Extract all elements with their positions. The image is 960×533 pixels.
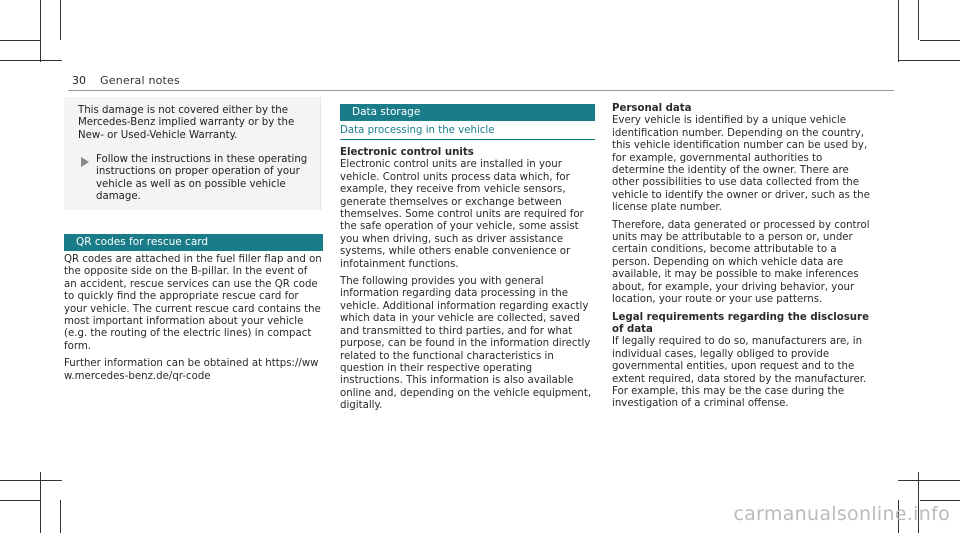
page-header-title: General notes [100,74,180,87]
note-text: This damage is not covered either by the Mercedes-Benz implied warranty or by the New- or Used-Vehicle Warranty. [78,105,295,141]
data-storage-paragraph-2: The following provides you with general information regarding data processing in the vehicle. Additional information regarding exactly which data in your vehicle are collected, saved and transmitted to third parties, and for what purpose, can be found in the information directly related to the functional characteristics in question in their respective operating instructions. This information is also available online and, depending on the vehicle equipment, digitally. [340,276,592,412]
qr-paragraph-2: Further information can be obtained at https://www.mercedes-benz.de/qr-code [64,358,319,382]
subheading-divider [340,139,595,140]
data-storage-heading [340,104,595,121]
qr-section-heading [64,234,323,251]
data-storage-body [340,147,597,418]
note-box [64,97,321,210]
note-bullet-text: Follow the instructions in these operating instructions on proper operation of your vehicle as well as on possible vehicle damage. [96,154,308,203]
personal-data-paragraph-1: Every vehicle is identified by a unique vehicle identification number. Depending on the country, this vehicle identification number can be used by, for example, governmental authorities to determine the identity of the owner. There are other possibilities to use data collected from the vehicle to identify the owner or driver, such as the license plate number. [612,115,870,214]
ecu-paragraph: Electronic control units are installed in your vehicle. Control units process data which, for example, they receive from vehicle sensors, generate themselves or exchange between themselves. Some control units are required for the safe operation of your vehicle, some assist you when driving, such as driver assistance systems, while others enable convenience or infotainment functions. [340,159,584,270]
legal-requirements-title: Legal requirements regarding the disclosure of data [612,311,869,335]
legal-requirements-paragraph: If legally required to do so, manufacturers are, in individual cases, legally obliged to provide governmental entities, upon request and to the extent required, data stored by the manufacturer. For example, this may be the case during the investigation of a criminal offense. [612,336,867,410]
header-divider [68,90,894,91]
personal-data-body [612,103,872,416]
personal-data-title: Personal data [612,103,692,114]
qr-paragraph-1: QR codes are attached in the fuel filler flap and on the opposite side on the B-pillar. In the event of an accident, rescue services can use the QR code to quickly find the appropriate rescue card for your vehicle. The current rescue card contains the most important information about your vehicle (e.g. the routing of the electric lines) in compact form. [64,254,322,352]
qr-section-heading-text: QR codes for rescue card [76,236,209,248]
page-number: 30 [72,74,86,87]
personal-data-paragraph-2: Therefore, data generated or processed by control units may be attributable to a person or, under certain conditions, become attributable to a person. Depending on which vehicle data are available, it may be possible to make inferences about, for example, your driving behavior, your location, your route or your use patterns. [612,219,870,306]
ecu-title: Electronic control units [340,147,474,158]
arrow-bullet-icon [80,157,90,167]
watermark: carmanualsonline.info [733,503,950,525]
data-processing-subheading: Data processing in the vehicle [340,125,495,136]
data-storage-heading-text: Data storage [352,106,421,118]
qr-section-body [64,254,323,388]
